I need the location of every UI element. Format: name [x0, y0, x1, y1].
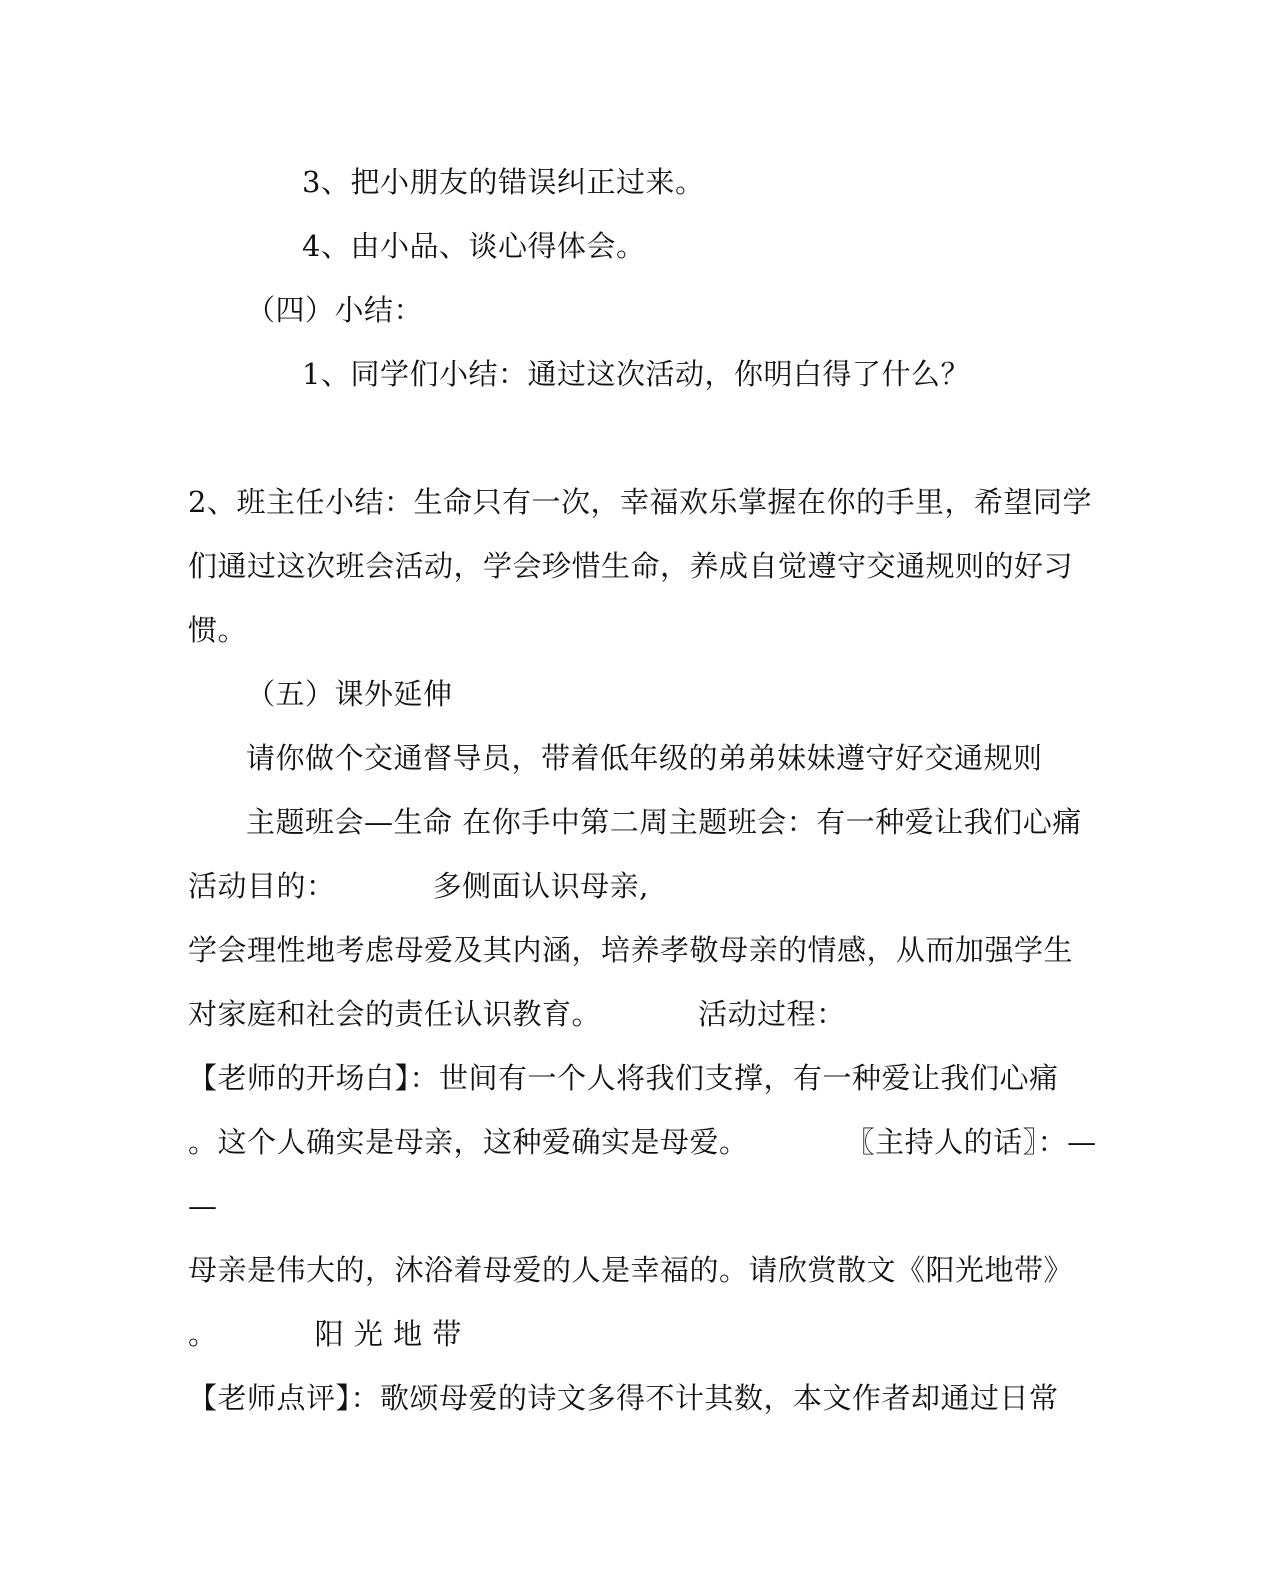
paragraph-line: 学会理性地考虑母爱及其内涵，培养孝敬母亲的情感，从而加强学生 — [188, 933, 1074, 967]
paragraph-line: 请你做个交通督导员，带着低年级的弟弟妹妹遵守好交通规则 — [246, 741, 1043, 775]
teacher-opening-line: 【老师的开场白】：世间有一个人将我们支撑，有一种爱让我们心痛 — [188, 1061, 1059, 1095]
summary-item-2: 2、班主任小结：生命只有一次，幸福欢乐掌握在你的手里，希望同学 — [188, 485, 1092, 519]
host-words-line: 。这个人确实是母亲，这种爱确实是母爱。 〖主持人的话〗：— — [188, 1125, 1097, 1159]
paragraph-line: 们通过这次班会活动，学会珍惜生命，养成自觉遵守交通规则的好习 — [188, 549, 1074, 583]
section-heading-summary: （四）小结： — [246, 293, 424, 327]
theme-title-line: 主题班会—生命 在你手中第二周主题班会：有一种爱让我们心痛 — [246, 805, 1082, 839]
list-item-4: 4、由小品、谈心得体会。 — [302, 229, 646, 263]
essay-title-line: 。 阳 光 地 带 — [188, 1317, 462, 1351]
section-heading-extension: （五）课外延伸 — [246, 677, 453, 711]
activity-process-line: 对家庭和社会的责任认识教育。 活动过程： — [188, 997, 846, 1031]
paragraph-line: 惯。 — [188, 613, 248, 647]
activity-goal-line: 活动目的： 多侧面认识母亲, — [188, 869, 649, 903]
teacher-comment-line: 【老师点评】：歌颂母爱的诗文多得不计其数，本文作者却通过日常 — [188, 1381, 1059, 1415]
paragraph-line: 母亲是伟大的，沐浴着母爱的人是幸福的。请欣赏散文《阳光地带》 — [188, 1253, 1074, 1287]
dash-continuation: — — [188, 1189, 218, 1223]
list-item-3: 3、把小朋友的错误纠正过来。 — [302, 165, 705, 199]
summary-item-1: 1、同学们小结：通过这次活动，你明白得了什么？ — [302, 357, 970, 391]
